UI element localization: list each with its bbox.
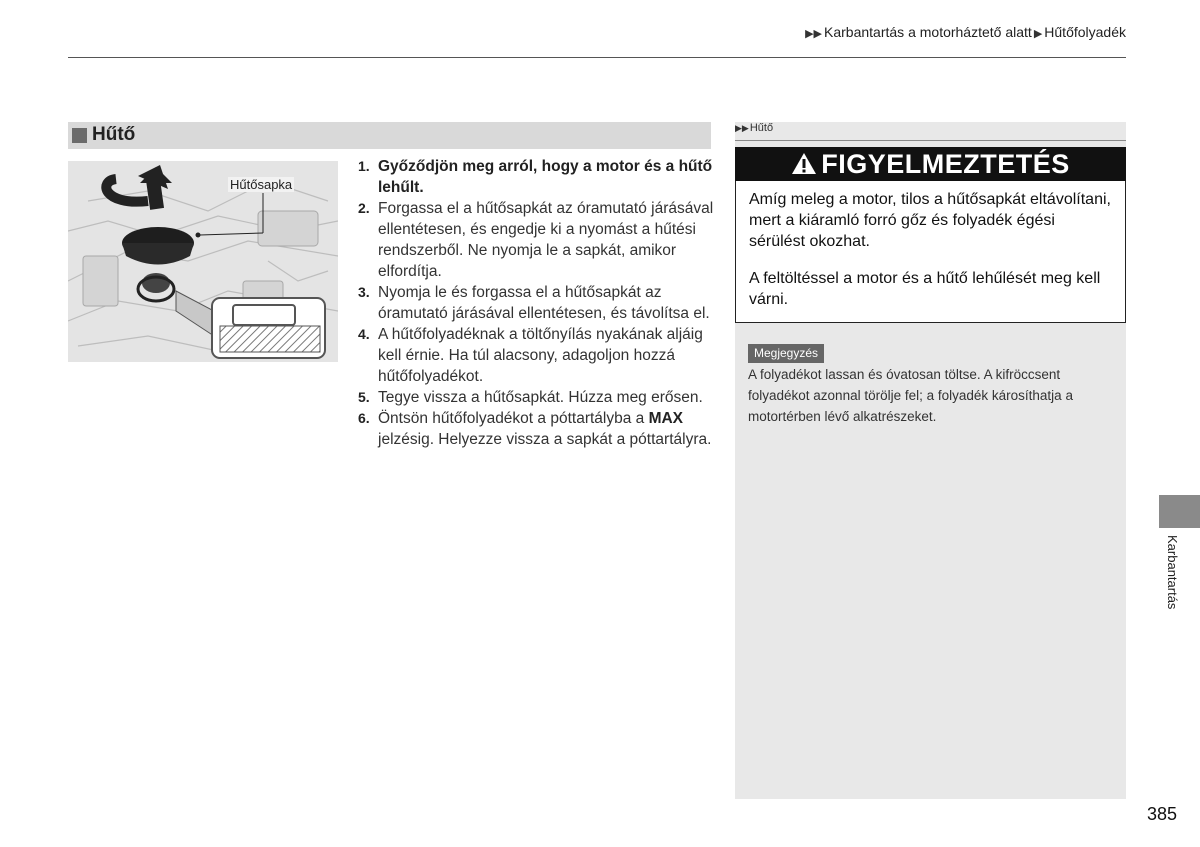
step-4: 4. A hűtőfolyadéknak a töltőnyílás nyakának aljáig kell érnie. Ha túl alacsony, adagoljon hozzá hűtőfolyadékot. [358, 326, 703, 385]
step-6: 6. Öntsön hűtőfolyadékot a póttartályba a MAX jelzésig. Helyezze vissza a sapkát a póttartályra. [358, 410, 712, 448]
procedure-steps [358, 156, 718, 450]
warning-triangle-icon [791, 149, 817, 183]
radiator-cap-label: Hűtősapka [230, 177, 293, 192]
double-arrow-icon: ▶▶ [805, 28, 823, 40]
note-badge: Megjegyzés [748, 344, 824, 363]
header-divider [68, 57, 1126, 58]
step-1: 1. Győződjön meg arról, hogy a motor és a hűtő lehűlt. [358, 158, 713, 196]
breadcrumb [803, 24, 1126, 40]
note-text: A folyadékot lassan és óvatosan töltse. A kifröccsent folyadékot azonnal törölje fel; a folyadék károsíthatja a motortérben lévő alkatrészeket. [748, 367, 1073, 424]
warning-text-2: A feltöltéssel a motor és a hűtő lehűlését meg kell várni. [749, 270, 1101, 308]
sidebar-notes [735, 122, 1126, 799]
breadcrumb-part-1[interactable]: Karbantartás a motorháztető alatt [824, 24, 1032, 40]
warning-title: FIGYELMEZTETÉS [821, 149, 1070, 179]
engine-drawing [68, 161, 338, 362]
breadcrumb-part-2[interactable]: Hűtőfolyadék [1044, 24, 1126, 40]
square-bullet-icon [72, 128, 87, 143]
step-2: 2. Forgassa el a hűtősapkát az óramutató járásával ellentétesen, és engedje ki a nyomást a hűtési rendszerből. Ne nyomja le a sapkát, amikor elfordítja. [358, 200, 714, 280]
section-title: Hűtő [92, 124, 136, 145]
warning-header [735, 147, 1126, 181]
double-arrow-icon: ▶▶ [735, 123, 749, 133]
section-header [68, 122, 711, 149]
step-3: 3. Nyomja le és forgassa el a hűtősapkát az óramutató járásával ellentétesen, és távolítsa el. [358, 284, 710, 322]
step-5: 5. Tegye vissza a hűtősapkát. Húzza meg erősen. [358, 389, 703, 406]
arrow-icon: ▶ [1033, 28, 1043, 40]
chapter-tab-label: Karbantartás [1165, 535, 1180, 610]
sidebar-header [735, 122, 1126, 141]
chapter-tab[interactable] [1159, 495, 1200, 528]
warning-text-1: Amíg meleg a motor, tilos a hűtősapkát eltávolítani, mert a kiáramló forró gőz és folyadék égési sérülést okozhat. [749, 191, 1111, 250]
radiator-cap-illustration [68, 161, 338, 362]
page-number: 385 [1147, 804, 1178, 824]
sidebar-header-label[interactable]: Hűtő [749, 122, 774, 134]
warning-box [735, 181, 1126, 323]
